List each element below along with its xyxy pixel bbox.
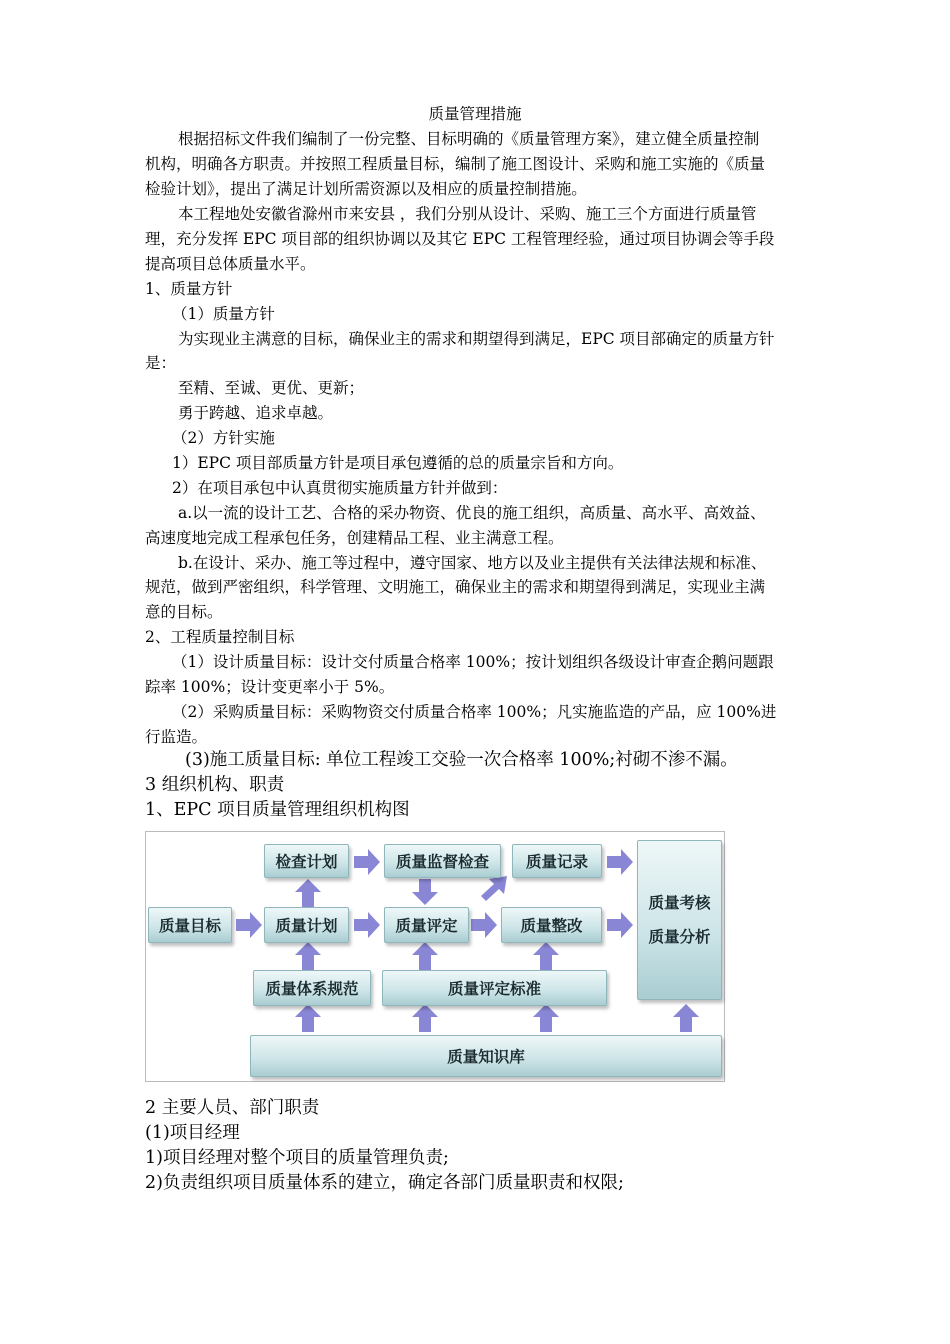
box-knowledge: 质量知识库 [250,1035,722,1077]
paragraph-line: 提高项目总体质量水平。 [145,255,316,273]
paragraph-line: 2)负责组织项目质量体系的建立，确定各部门质量职责和权限; [145,1173,624,1193]
section-heading: 2、工程质量控制目标 [145,628,295,646]
arrow-right-icon [354,849,380,875]
arrow-up-icon [533,1004,559,1032]
org-chart-diagram [145,831,725,1082]
arrow-right-icon [607,912,633,938]
box-assess-label: 质量考核 [648,894,711,912]
paragraph-line: 规范，做到严密组织，科学管理、文明施工，确保业主的需求和期望得到满足，实现业主满 [145,578,766,596]
subsection-heading: （2）方针实施 [172,429,275,447]
box-analysis-label: 质量分析 [648,928,711,946]
box-plan: 质量计划 [264,907,349,943]
subsection-heading: （1）质量方针 [172,305,275,323]
arrow-up-icon [295,942,321,970]
paragraph-line: 2）在项目承包中认真贯彻实施质量方针并做到： [172,479,508,497]
section-heading: 3 组织机构、职责 [145,775,285,795]
arrow-up-icon [295,879,321,907]
box-assess-analysis [637,840,722,1000]
paragraph-line: 意的目标。 [145,603,223,621]
paragraph-line: 根据招标文件我们编制了一份完整、目标明确的《质量管理方案》，建立健全质量控制 [178,130,760,148]
paragraph-line: 本工程地处安徽省滁州市来安县 ，我们分别从设计、采购、施工三个方面进行质量管 [178,205,757,223]
paragraph-line: b.在设计、采办、施工等过程中，遵守国家、地方以及业主提供有关法律法规和标准、 [178,554,767,572]
arrow-up-icon [295,1004,321,1032]
arrow-right-icon [607,849,633,875]
paragraph-line: 机构，明确各方职责。并按照工程质量目标，编制了施工图设计、采购和施工实施的《质量 [145,155,766,173]
arrow-down-icon [412,879,438,905]
arrow-up-icon [673,1004,699,1032]
paragraph-line: 至精、至诚、更优、更新； [178,379,365,397]
arrow-right-icon [236,912,262,938]
box-check-plan: 检查计划 [264,844,349,878]
box-goal: 质量目标 [148,907,232,943]
paragraph-line: 行监造。 [145,728,208,746]
doc-title: 质量管理措施 [428,105,522,123]
box-standard: 质量评定标准 [382,970,607,1006]
arrow-diagonal-icon [481,876,507,901]
box-eval: 质量评定 [384,907,469,943]
paragraph-line: 理，充分发挥 EPC 项目部的组织协调以及其它 EPC 工程管理经验，通过项目协调会等手段 [145,230,775,248]
paragraph-line: 为实现业主满意的目标，确保业主的需求和期望得到满足，EPC 项目部确定的质量方针 [178,330,775,348]
paragraph-line: 是： [145,354,177,372]
subsection-heading: (1)项目经理 [145,1123,240,1143]
arrow-up-icon [412,1004,438,1032]
arrow-right-icon [354,912,380,938]
paragraph-line: （1）设计质量目标：设计交付质量合格率 100%；按计划组织各级设计审查企鹅问题跟 [172,653,774,671]
paragraph-line: 检验计划》，提出了满足计划所需资源以及相应的质量控制措施。 [145,180,587,198]
section-heading: 1、质量方针 [145,280,233,298]
arrow-up-icon [412,942,438,970]
section-heading: 2 主要人员、部门职责 [145,1098,320,1118]
paragraph-line: 1）EPC 项目部质量方针是项目承包遵循的总的质量宗旨和方向。 [172,454,624,472]
box-record: 质量记录 [512,844,602,878]
arrow-right-icon [471,912,497,938]
paragraph-line: 高速度地完成工程承包任务，创建精品工程、业主满意工程。 [145,529,564,547]
arrow-up-icon [533,942,559,970]
box-rectify: 质量整改 [501,907,602,943]
box-supervision: 质量监督检查 [384,844,501,878]
paragraph-line: (3)施工质量目标: 单位工程竣工交验一次合格率 100%;衬砌不渗不漏。 [185,750,738,770]
paragraph-line: a.以一流的设计工艺、合格的采办物资、优良的施工组织，高质量、高水平、高效益、 [178,504,766,522]
paragraph-line: 1)项目经理对整个项目的质量管理负责; [145,1148,449,1168]
paragraph-line: （2）采购质量目标：采购物资交付质量合格率 100%；凡实施监造的产品，应 100%进 [172,703,777,721]
paragraph-line: 踪率 100%；设计变更率小于 5%。 [145,678,395,696]
box-system: 质量体系规范 [253,970,371,1006]
subsection-heading: 1、EPC 项目质量管理组织机构图 [145,800,410,820]
paragraph-line: 勇于跨越、追求卓越。 [178,404,334,422]
